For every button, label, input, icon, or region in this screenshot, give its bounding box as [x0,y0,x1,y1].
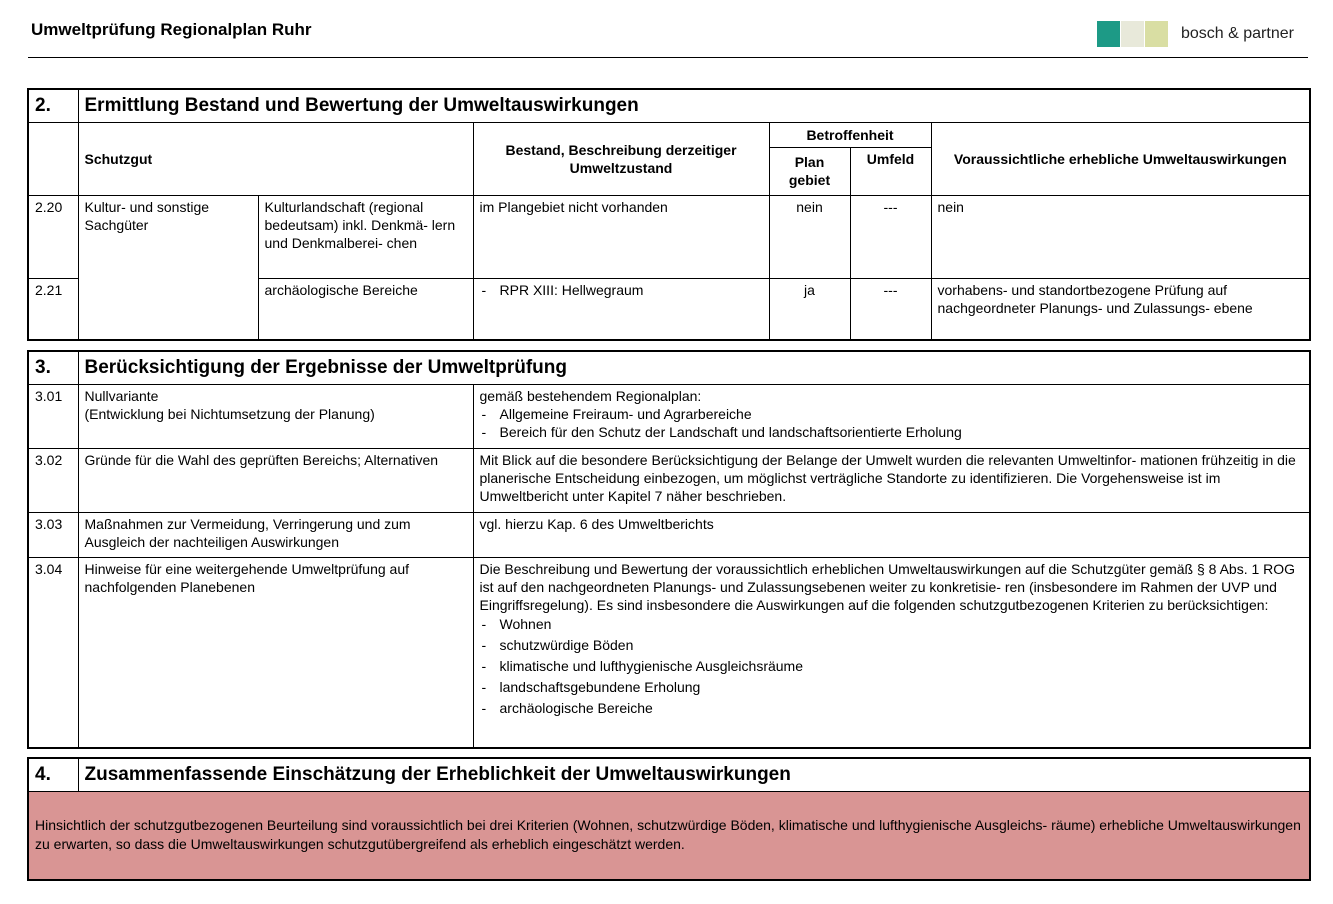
list-item: - Wohnen [480,614,1304,635]
plangebiet-cell: ja [769,278,850,340]
row-number: 3.04 [28,557,78,748]
brand-logo [1097,21,1294,47]
table-row [28,557,1310,748]
row-label-line: Nullvariante [84,387,159,404]
auswirkung-cell: vorhabens- und standortbezogene Prüfung auf nachgeordneter Planungs- und Zulassungs- ebene [931,278,1310,340]
header-auswirkungen: Voraussichtliche erhebliche Umweltauswirkungen [931,122,1310,195]
row-label [78,384,473,448]
header-bestand: Bestand, Beschreibung derzeitiger Umweltzustand [473,122,769,195]
section-title: Zusammenfassende Einschätzung der Erheblichkeit der Umweltauswirkungen [78,758,1310,791]
row-content [473,384,1310,448]
table-row [28,195,1310,278]
header-divider [28,57,1308,58]
plangebiet-cell: nein [769,195,850,278]
section-number: 2. [28,89,78,122]
list-item: - Allgemeine Freiraum- und Agrarbereiche [480,405,1304,423]
row-number: 3.01 [28,384,78,448]
row-label: Hinweise für eine weitergehende Umweltprüfung auf nachfolgenden Planebenen [78,557,473,748]
list-item: - landschaftsgebundene Erholung [480,677,1304,698]
sub-schutzgut: archäologische Bereiche [258,278,473,340]
row-number: 2.21 [28,278,78,340]
list-item: - archäologische Bereiche [480,698,1304,719]
sub-schutzgut: Kulturlandschaft (regional bedeutsam) inkl. Denkmä- lern und Denkmalberei- chen [258,195,473,278]
section-4-table [27,757,1311,881]
section-number: 3. [28,351,78,384]
header-schutzgut: Schutzgut [78,122,473,195]
row-content: Mit Blick auf die besondere Berücksichtigung der Belange der Umwelt wurden die relevanten Umweltinfor- mationen frühzeitig in die planerische Entscheidung einbezogen, um möglichst verträgliche Standorte zu identifizieren. Die Vorgehensweise ist im Umweltbericht unter Kapitel 7 näher beschrieben. [473,448,1310,512]
row-content [473,557,1310,748]
section-title: Ermittlung Bestand und Bewertung der Umweltauswirkungen [78,89,1310,122]
row-label: Gründe für die Wahl des geprüften Bereichs; Alternativen [78,448,473,512]
content-intro: gemäß bestehendem Regionalplan: [479,387,702,404]
row-content: vgl. hierzu Kap. 6 des Umweltberichts [473,512,1310,557]
table-row [28,448,1310,512]
list-item: - RPR XIII: Hellwegraum [480,281,763,299]
content-intro: Die Beschreibung und Bewertung der voraussichtlich erheblichen Umweltauswirkungen auf die Schutzgüter gemäß § 8 Abs. 1 ROG ist auf den nachgeordneten Planungs- und Zulassungsebenen weiter zu konkretisie- ren (insbesondere im Rahmen der UVP und Eingriffsregelung). Es sind insbesondere die Auswirkungen auf die folgenden schutzgutbezogenen Kriterien zu berücksichtigen: [479,560,1296,613]
row-number: 2.20 [28,195,78,278]
list-item: - Bereich für den Schutz der Landschaft und landschaftsorientierte Erholung [480,423,1304,441]
section-2-table [27,88,1311,341]
header-umfeld: Umfeld [850,147,931,195]
bestand-cell [473,278,769,340]
auswirkung-cell: nein [931,195,1310,278]
section-title: Berücksichtigung der Ergebnisse der Umweltprüfung [78,351,1310,384]
logo-square-icon [1097,21,1120,47]
logo-square-icon [1145,21,1168,47]
bestand-cell: im Plangebiet nicht vorhanden [473,195,769,278]
row-label: Maßnahmen zur Vermeidung, Verringerung und zum Ausgleich der nachteiligen Auswirkungen [78,512,473,557]
document-header-title: Umweltprüfung Regionalplan Ruhr [31,20,312,39]
row-label-line: (Entwicklung bei Nichtumsetzung der Planung) [84,405,375,422]
list-item: - klimatische und lufthygienische Ausgleichsräume [480,656,1304,677]
schutzgut-group: Kultur- und sonstige Sachgüter [78,195,258,340]
table-row [28,384,1310,448]
table-row [28,512,1310,557]
section-3-table [27,350,1311,749]
header-plangebiet: Plan gebiet [769,147,850,195]
header-cell [28,122,78,195]
logo-square-icon [1121,21,1144,47]
umfeld-cell: --- [850,278,931,340]
section-number: 4. [28,758,78,791]
umfeld-cell: --- [850,195,931,278]
summary-text: Hinsichtlich der schutzgutbezogenen Beurteilung sind voraussichtlich bei drei Kriterien (Wohnen, schutzwürdige Böden, klimatische und lufthygienische Ausgleichs- räume) erhebliche Umweltauswirkungen zu erwarten, so dass die Umweltauswirkungen schutzgutübergreifend als erheblich eingeschätzt werden. [28,791,1310,880]
list-item: - schutzwürdige Böden [480,635,1304,656]
row-number: 3.03 [28,512,78,557]
header-betroffenheit: Betroffenheit [769,122,931,147]
brand-name: bosch & partner [1181,25,1294,42]
row-number: 3.02 [28,448,78,512]
